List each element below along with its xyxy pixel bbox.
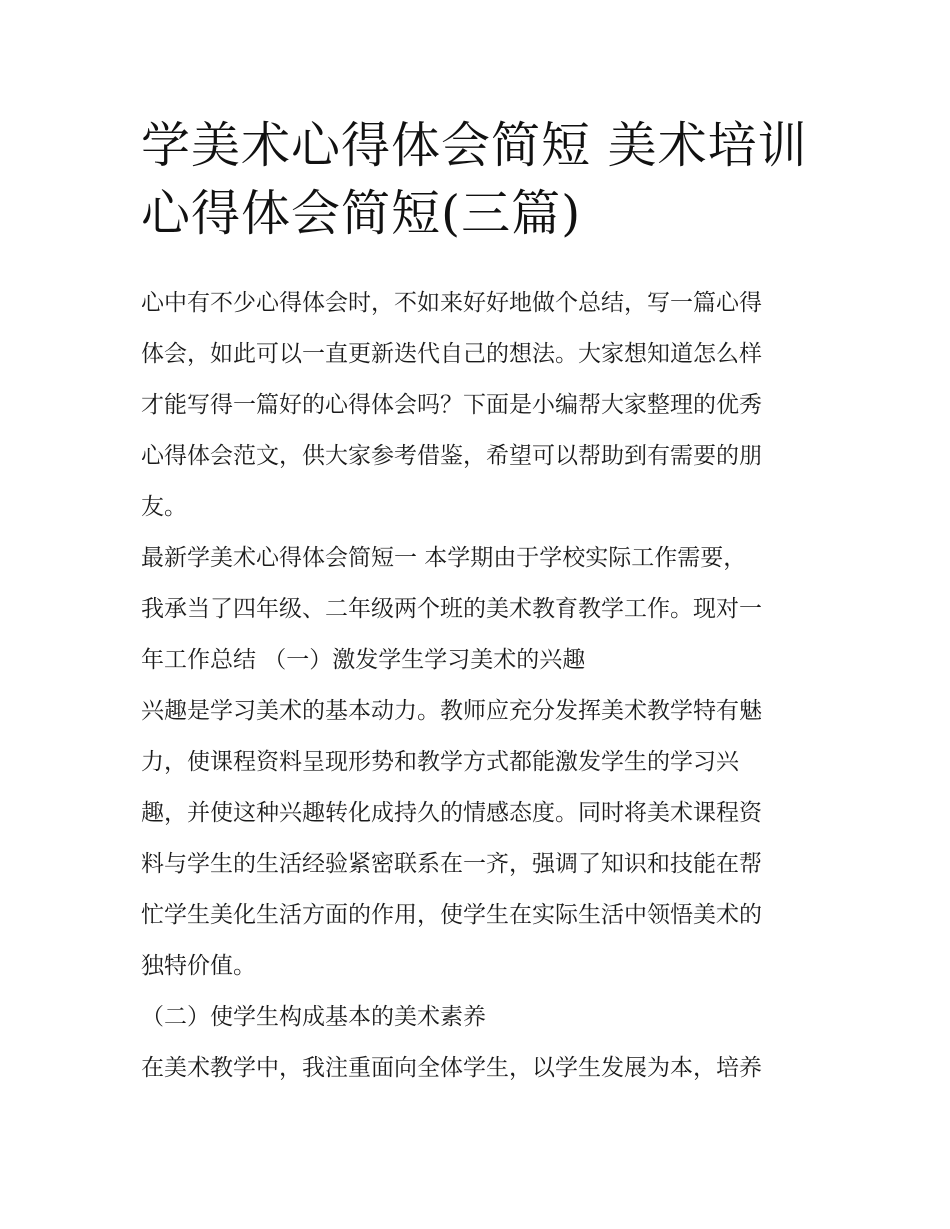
text-line: 趣，并使这种兴趣转化成持久的情感态度。同时将美术课程资: [141, 800, 762, 826]
text-line: 友。: [141, 494, 187, 520]
document-body: [141, 278, 821, 1094]
document-title: [141, 112, 821, 248]
paragraph-interest: [141, 686, 821, 992]
text-line: 力，使课程资料呈现形势和教学方式都能激发学生的学习兴: [141, 749, 739, 775]
text-line: 才能写得一篇好的心得体会吗？下面是小编帮大家整理的优秀: [141, 392, 762, 418]
text-line: 年工作总结 （一）激发学生学习美术的兴趣: [141, 647, 586, 673]
text-line: 独特价值。: [141, 953, 256, 979]
text-line: 兴趣是学习美术的基本动力。教师应充分发挥美术教学特有魅: [141, 698, 762, 724]
text-line: 在美术教学中，我注重面向全体学生，以学生发展为本，培养: [141, 1055, 762, 1081]
text-line: 体会，如此可以一直更新迭代自己的想法。大家想知道怎么样: [141, 341, 762, 367]
paragraph-heading-two: [141, 992, 821, 1043]
text-line: 心中有不少心得体会时，不如来好好地做个总结，写一篇心得: [141, 290, 762, 316]
text-line: 心得体会范文，供大家参考借鉴，希望可以帮助到有需要的朋: [141, 443, 762, 469]
paragraph-intro: [141, 278, 821, 533]
paragraph-teaching: [141, 1043, 821, 1094]
text-line: 我承当了四年级、二年级两个班的美术教育教学工作。现对一: [141, 596, 762, 622]
text-line: （二）使学生构成基本的美术素养: [141, 1004, 486, 1030]
text-line: 忙学生美化生活方面的作用，使学生在实际生活中领悟美术的: [141, 902, 762, 928]
text-line: 料与学生的生活经验紧密联系在一齐，强调了知识和技能在帮: [141, 851, 762, 877]
title-line: 心得体会简短(三篇): [141, 185, 582, 242]
text-line: 最新学美术心得体会简短一 本学期由于学校实际工作需要，: [141, 545, 747, 571]
paragraph-section-one: [141, 533, 821, 686]
title-line: 学美术心得体会简短 美术培训: [141, 117, 808, 174]
